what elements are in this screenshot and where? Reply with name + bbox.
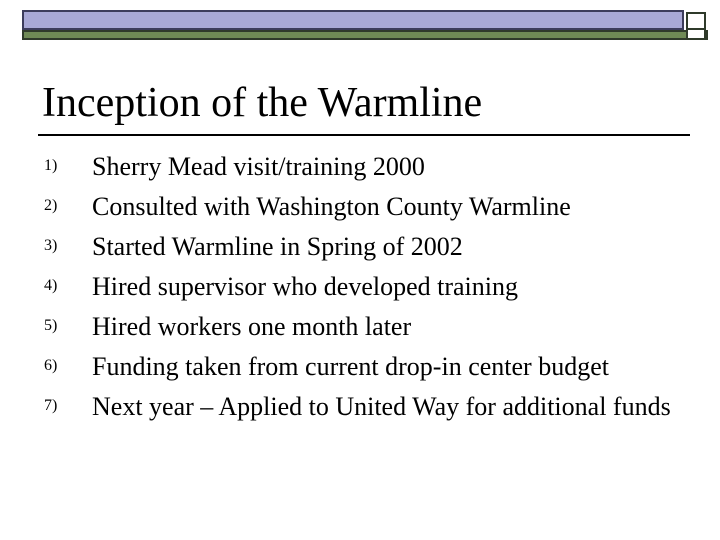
item-number: 3) (44, 237, 58, 254)
header-band-blue (22, 10, 684, 30)
item-number: 1) (44, 157, 58, 174)
item-number: 2) (44, 197, 58, 214)
list-item (44, 146, 684, 186)
list-item (44, 186, 684, 226)
numbered-list (44, 146, 684, 426)
item-number: 4) (44, 277, 58, 294)
corner-decoration (686, 12, 706, 40)
item-text: Funding taken from current drop-in center budget (92, 352, 609, 381)
list-item (44, 266, 684, 306)
item-text: Hired workers one month later (92, 312, 412, 341)
item-number: 5) (44, 317, 58, 334)
item-text: Next year – Applied to United Way for additional funds (92, 392, 671, 421)
slide-title: Inception of the Warmline (42, 80, 483, 126)
item-text: Consulted with Washington County Warmline (92, 192, 571, 221)
list-item (44, 226, 684, 266)
header-band-green (22, 30, 708, 40)
item-number: 7) (44, 397, 58, 414)
list-item (44, 386, 684, 426)
item-text: Started Warmline in Spring of 2002 (92, 232, 463, 261)
list-item (44, 346, 684, 386)
list-item (44, 306, 684, 346)
item-text: Hired supervisor who developed training (92, 272, 519, 301)
item-text: Sherry Mead visit/training 2000 (92, 152, 425, 181)
title-underline (38, 134, 690, 136)
item-number: 6) (44, 357, 58, 374)
